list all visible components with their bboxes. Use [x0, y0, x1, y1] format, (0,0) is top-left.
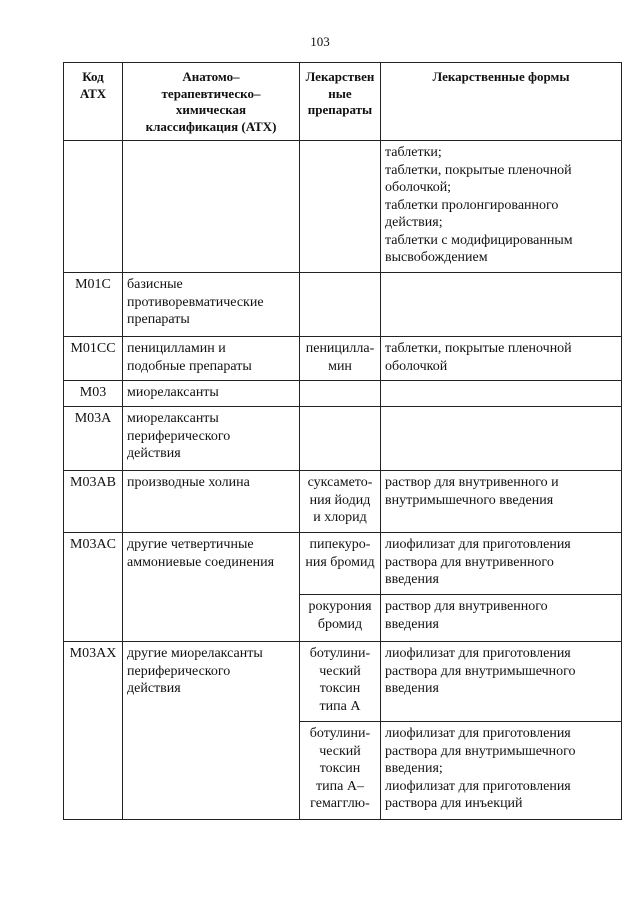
cell-classification: миорелаксанты	[123, 381, 300, 407]
cell-forms	[381, 273, 622, 337]
table-row	[64, 471, 622, 533]
cell-code: M03AX	[64, 642, 123, 820]
cell-drug: пипекуро- ния бромид	[300, 533, 381, 595]
cell-classification: миорелаксанты периферического действия	[123, 407, 300, 471]
cell-classification: пеницилламин и подобные препараты	[123, 337, 300, 381]
cell-drug	[300, 407, 381, 471]
header-code: Код АТХ	[64, 63, 123, 141]
cell-forms: таблетки; таблетки, покрытые пленочной оболочкой; таблетки пролонгированного действия; таблетки с модифицированным высвобождением	[381, 141, 622, 273]
table-row	[64, 141, 622, 273]
cell-drug: рокурония бромид	[300, 595, 381, 642]
cell-code: M03	[64, 381, 123, 407]
cell-code: M03AB	[64, 471, 123, 533]
cell-forms: таблетки, покрытые пленочной оболочкой	[381, 337, 622, 381]
table-row	[64, 407, 622, 471]
table-row	[64, 273, 622, 337]
table-row	[64, 381, 622, 407]
cell-forms	[381, 381, 622, 407]
header-classification: Анатомо– терапевтическо– химическая классификация (АТХ)	[123, 63, 300, 141]
cell-classification: базисные противоревматические препараты	[123, 273, 300, 337]
cell-code: M01CC	[64, 337, 123, 381]
cell-code	[64, 141, 123, 273]
cell-classification: другие миорелаксанты периферического действия	[123, 642, 300, 820]
cell-drug: суксамето- ния йодид и хлорид	[300, 471, 381, 533]
cell-forms: раствор для внутривенного введения	[381, 595, 622, 642]
cell-code: M03A	[64, 407, 123, 471]
cell-drug	[300, 381, 381, 407]
cell-code: M01C	[64, 273, 123, 337]
cell-forms: лиофилизат для приготовления раствора для внутримышечного введения	[381, 642, 622, 722]
table-header-row	[64, 63, 622, 141]
header-drugs: Лекарствен ные препараты	[300, 63, 381, 141]
cell-code: M03AC	[64, 533, 123, 642]
header-forms: Лекарственные формы	[381, 63, 622, 141]
cell-forms: лиофилизат для приготовления раствора для внутривенного введения	[381, 533, 622, 595]
cell-forms: лиофилизат для приготовления раствора для внутримышечного введения; лиофилизат для приготовления раствора для инъекций	[381, 722, 622, 820]
cell-drug	[300, 141, 381, 273]
cell-drug: ботулини- ческий токсин типа А– гемагглю-	[300, 722, 381, 820]
cell-classification	[123, 141, 300, 273]
cell-forms: раствор для внутривенного и внутримышечного введения	[381, 471, 622, 533]
table-row	[64, 533, 622, 595]
cell-classification: другие четвертичные аммониевые соединения	[123, 533, 300, 642]
cell-drug: ботулини- ческий токсин типа А	[300, 642, 381, 722]
cell-forms	[381, 407, 622, 471]
cell-classification: производные холина	[123, 471, 300, 533]
page-number: 103	[310, 34, 330, 49]
cell-drug	[300, 273, 381, 337]
atx-table	[63, 62, 622, 820]
table-row	[64, 642, 622, 722]
cell-drug: пеницилла- мин	[300, 337, 381, 381]
table-row	[64, 337, 622, 381]
